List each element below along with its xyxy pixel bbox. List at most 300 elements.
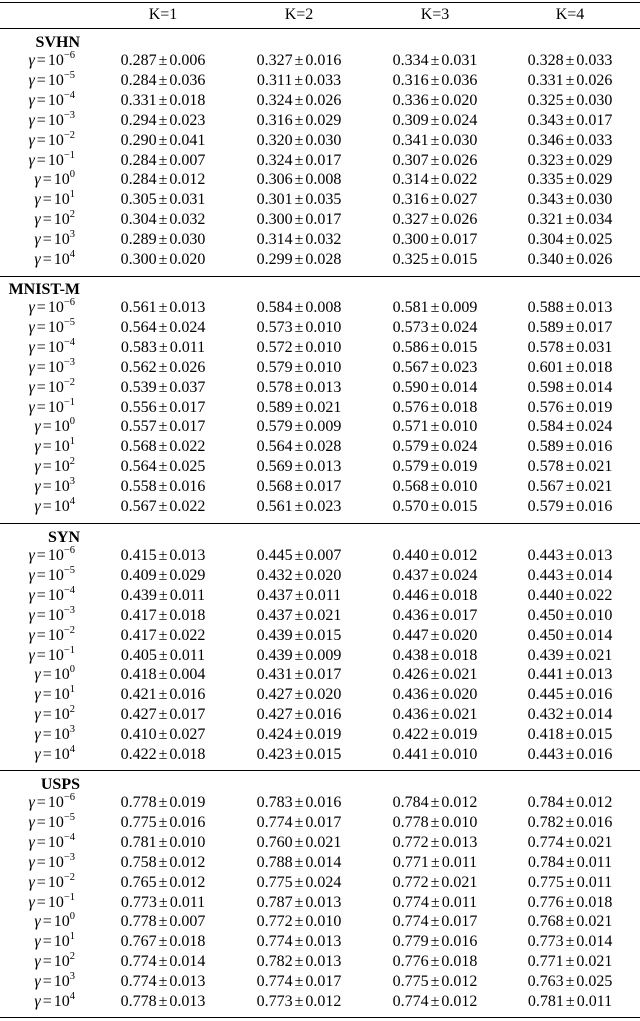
table-row: [0, 564, 640, 587]
table-row: [0, 726, 640, 746]
equals-sign: =: [36, 606, 46, 624]
plus-minus-sign: ±: [158, 813, 168, 831]
std-value: 0.010: [169, 833, 206, 851]
plus-minus-sign: ±: [294, 833, 304, 851]
std-value: 0.012: [169, 853, 206, 871]
table-cell: [505, 933, 635, 951]
table-cell: [234, 379, 364, 397]
gamma-exponent: 0: [69, 664, 75, 676]
table-cell: [98, 647, 228, 665]
plus-minus-sign: ±: [565, 52, 575, 69]
plus-minus-sign: ±: [294, 478, 304, 496]
mean-value: 0.441: [392, 746, 429, 763]
std-value: 0.022: [169, 498, 206, 515]
std-value: 0.021: [576, 913, 613, 931]
equals-sign: =: [42, 458, 52, 476]
std-value: 0.011: [576, 993, 613, 1010]
mean-value: 0.784: [527, 794, 564, 811]
std-value: 0.021: [576, 646, 613, 664]
top-rule: [0, 2, 640, 3]
equals-sign: =: [42, 706, 52, 724]
plus-minus-sign: ±: [430, 893, 440, 911]
mean-value: 0.776: [527, 893, 564, 911]
mean-value: 0.781: [527, 993, 564, 1010]
plus-minus-sign: ±: [294, 933, 304, 951]
mean-value: 0.427: [120, 706, 157, 724]
table-cell: [505, 953, 635, 971]
plus-minus-sign: ±: [430, 547, 440, 564]
gamma-exponent: −2: [63, 376, 75, 388]
mean-value: 0.427: [256, 686, 293, 704]
table-cell: [505, 814, 635, 832]
std-value: 0.029: [305, 111, 342, 129]
std-value: 0.031: [441, 52, 478, 69]
gamma-label: [0, 564, 75, 585]
std-value: 0.008: [305, 171, 342, 189]
plus-minus-sign: ±: [158, 666, 168, 684]
plus-minus-sign: ±: [565, 299, 575, 316]
gamma-exponent: −3: [63, 356, 75, 368]
equals-sign: =: [42, 418, 52, 436]
table-row: [0, 993, 640, 1013]
plus-minus-sign: ±: [565, 606, 575, 624]
std-value: 0.026: [441, 211, 478, 229]
plus-minus-sign: ±: [565, 873, 575, 891]
table-cell: [505, 299, 635, 317]
table-row: [0, 418, 640, 438]
gamma-label: [0, 666, 75, 684]
table-cell: [505, 794, 635, 812]
std-value: 0.013: [576, 299, 613, 316]
plus-minus-sign: ±: [430, 794, 440, 811]
table-row: [0, 831, 640, 854]
gamma-symbol: γ: [28, 338, 35, 356]
table-cell: [370, 458, 500, 476]
table-cell: [234, 854, 364, 872]
table-row: [0, 109, 640, 132]
table-cell: [98, 567, 228, 585]
mean-value: 0.584: [256, 299, 293, 316]
mean-value: 0.783: [256, 794, 293, 811]
plus-minus-sign: ±: [430, 626, 440, 644]
table-cell: [370, 627, 500, 645]
gamma-exponent: −1: [63, 396, 75, 408]
std-value: 0.022: [441, 171, 478, 189]
std-value: 0.030: [305, 131, 342, 149]
table-cell: [505, 834, 635, 852]
mean-value: 0.578: [256, 378, 293, 396]
table-cell: [370, 607, 500, 625]
mean-value: 0.410: [120, 726, 157, 744]
std-value: 0.018: [441, 953, 478, 971]
gamma-label: [0, 418, 75, 436]
table-cell: [234, 231, 364, 249]
table-cell: [370, 834, 500, 852]
table-row: [0, 973, 640, 993]
std-value: 0.019: [305, 726, 342, 744]
table-cell: [370, 438, 500, 456]
mean-value: 0.568: [256, 478, 293, 496]
table-cell: [505, 973, 635, 991]
plus-minus-sign: ±: [430, 706, 440, 724]
plus-minus-sign: ±: [430, 52, 440, 69]
gamma-exponent: 3: [69, 724, 75, 736]
std-value: 0.012: [576, 794, 613, 811]
table-cell: [98, 191, 228, 209]
gamma-label: [0, 913, 75, 931]
std-value: 0.010: [441, 813, 478, 831]
gamma-symbol: γ: [28, 111, 35, 129]
gamma-symbol: γ: [28, 398, 35, 416]
gamma-label: [0, 396, 75, 417]
mean-value: 0.760: [256, 833, 293, 851]
mean-value: 0.775: [256, 873, 293, 891]
gamma-label: [0, 726, 75, 744]
plus-minus-sign: ±: [565, 993, 575, 1010]
std-value: 0.016: [576, 813, 613, 831]
gamma-symbol: γ: [34, 913, 41, 931]
table-cell: [370, 498, 500, 516]
equals-sign: =: [42, 191, 52, 209]
mean-value: 0.446: [392, 586, 429, 604]
mean-value: 0.307: [392, 151, 429, 169]
table-row: [0, 666, 640, 686]
std-value: 0.035: [305, 191, 342, 209]
gamma-symbol: γ: [34, 458, 41, 476]
std-value: 0.019: [576, 398, 613, 416]
mean-value: 0.324: [256, 91, 293, 109]
table-cell: [234, 627, 364, 645]
mean-value: 0.776: [392, 953, 429, 971]
plus-minus-sign: ±: [158, 398, 168, 416]
gamma-base: 10: [47, 833, 64, 851]
mean-value: 0.343: [527, 191, 564, 209]
table-cell: [505, 547, 635, 565]
mean-value: 0.571: [392, 418, 429, 436]
std-value: 0.014: [576, 933, 613, 951]
std-value: 0.015: [576, 726, 613, 744]
gamma-base: 10: [47, 547, 64, 564]
mean-value: 0.301: [256, 191, 293, 209]
table-cell: [98, 478, 228, 496]
gamma-exponent: 4: [69, 744, 75, 755]
table-cell: [234, 746, 364, 764]
gamma-exponent: 2: [69, 704, 75, 716]
mean-value: 0.324: [256, 151, 293, 169]
gamma-exponent: 4: [69, 991, 75, 1002]
gamma-base: 10: [47, 893, 64, 911]
plus-minus-sign: ±: [430, 666, 440, 684]
table-row: [0, 706, 640, 726]
mean-value: 0.570: [392, 498, 429, 515]
plus-minus-sign: ±: [565, 626, 575, 644]
table-cell: [505, 52, 635, 70]
plus-minus-sign: ±: [565, 566, 575, 584]
plus-minus-sign: ±: [158, 131, 168, 149]
mean-value: 0.443: [527, 746, 564, 763]
table-cell: [234, 794, 364, 812]
std-value: 0.017: [305, 478, 342, 496]
table-cell: [370, 299, 500, 317]
std-value: 0.026: [169, 358, 206, 376]
plus-minus-sign: ±: [158, 251, 168, 268]
table-cell: [505, 152, 635, 170]
mean-value: 0.774: [392, 993, 429, 1010]
table-row: [0, 376, 640, 399]
std-value: 0.031: [576, 338, 613, 356]
std-value: 0.021: [576, 458, 613, 476]
std-value: 0.015: [305, 626, 342, 644]
mean-value: 0.771: [392, 853, 429, 871]
plus-minus-sign: ±: [294, 853, 304, 871]
table-cell: [505, 993, 635, 1011]
gamma-exponent: −3: [63, 604, 75, 616]
std-value: 0.026: [576, 251, 613, 268]
table-cell: [98, 913, 228, 931]
table-cell: [370, 913, 500, 931]
std-value: 0.011: [169, 586, 206, 604]
plus-minus-sign: ±: [158, 833, 168, 851]
gamma-exponent: 1: [69, 931, 75, 943]
mean-value: 0.584: [527, 418, 564, 436]
plus-minus-sign: ±: [294, 666, 304, 684]
mean-value: 0.417: [120, 626, 157, 644]
plus-minus-sign: ±: [430, 853, 440, 871]
table-cell: [370, 894, 500, 912]
mean-value: 0.327: [256, 52, 293, 69]
table-cell: [234, 319, 364, 337]
table-row: [0, 211, 640, 231]
gamma-exponent: −4: [63, 584, 75, 596]
plus-minus-sign: ±: [565, 111, 575, 129]
table-cell: [98, 211, 228, 229]
plus-minus-sign: ±: [430, 151, 440, 169]
plus-minus-sign: ±: [430, 586, 440, 604]
plus-minus-sign: ±: [565, 418, 575, 436]
std-value: 0.010: [441, 746, 478, 763]
table-cell: [234, 607, 364, 625]
table-cell: [505, 647, 635, 665]
mean-value: 0.432: [256, 566, 293, 584]
plus-minus-sign: ±: [430, 358, 440, 376]
equals-sign: =: [36, 853, 46, 871]
table-cell: [98, 726, 228, 744]
table-cell: [234, 706, 364, 724]
table-cell: [234, 587, 364, 605]
mean-value: 0.424: [256, 726, 293, 744]
table-cell: [370, 547, 500, 565]
equals-sign: =: [36, 813, 46, 831]
table-cell: [98, 251, 228, 269]
mean-value: 0.311: [256, 71, 293, 89]
mean-value: 0.579: [392, 438, 429, 456]
mean-value: 0.772: [392, 833, 429, 851]
plus-minus-sign: ±: [565, 231, 575, 249]
gamma-exponent: 0: [69, 416, 75, 428]
table-cell: [98, 418, 228, 436]
std-value: 0.013: [305, 458, 342, 476]
std-value: 0.021: [441, 706, 478, 724]
std-value: 0.021: [305, 398, 342, 416]
std-value: 0.037: [169, 378, 206, 396]
equals-sign: =: [36, 794, 46, 811]
std-value: 0.013: [169, 973, 206, 991]
mean-value: 0.443: [527, 547, 564, 564]
plus-minus-sign: ±: [158, 91, 168, 109]
plus-minus-sign: ±: [565, 71, 575, 89]
table-cell: [98, 547, 228, 565]
table-row: [0, 584, 640, 607]
table-row: [0, 794, 640, 814]
table-cell: [370, 726, 500, 744]
column-header-k3: K=3: [420, 6, 450, 23]
table-cell: [370, 171, 500, 189]
gamma-symbol: γ: [34, 746, 41, 763]
table-row: [0, 89, 640, 112]
std-value: 0.034: [576, 211, 613, 229]
table-row: [0, 478, 640, 498]
plus-minus-sign: ±: [294, 71, 304, 89]
mean-value: 0.773: [256, 993, 293, 1010]
std-value: 0.032: [305, 231, 342, 249]
gamma-symbol: γ: [34, 191, 41, 209]
std-value: 0.018: [576, 893, 613, 911]
plus-minus-sign: ±: [294, 318, 304, 336]
std-value: 0.010: [576, 606, 613, 624]
table-cell: [505, 726, 635, 744]
equals-sign: =: [36, 299, 46, 316]
table-row: [0, 891, 640, 914]
mean-value: 0.778: [120, 993, 157, 1010]
table-cell: [98, 132, 228, 150]
plus-minus-sign: ±: [430, 873, 440, 891]
gamma-symbol: γ: [28, 586, 35, 604]
table-cell: [370, 92, 500, 110]
gamma-exponent: 2: [69, 209, 75, 221]
std-value: 0.022: [169, 438, 206, 456]
table-cell: [505, 319, 635, 337]
mean-value: 0.422: [120, 746, 157, 763]
table-cell: [370, 112, 500, 130]
std-value: 0.017: [169, 418, 206, 436]
gamma-label: [0, 458, 75, 476]
table-cell: [98, 973, 228, 991]
table-row: [0, 336, 640, 359]
column-header-k1: K=1: [148, 6, 178, 23]
table-cell: [234, 152, 364, 170]
gamma-symbol: γ: [34, 418, 41, 436]
mean-value: 0.576: [527, 398, 564, 416]
std-value: 0.023: [305, 498, 342, 515]
gamma-base: 10: [53, 726, 70, 744]
std-value: 0.013: [169, 299, 206, 316]
mean-value: 0.556: [120, 398, 157, 416]
table-cell: [505, 92, 635, 110]
gamma-exponent: −2: [63, 129, 75, 141]
std-value: 0.012: [305, 993, 342, 1010]
std-value: 0.018: [169, 606, 206, 624]
std-value: 0.013: [169, 993, 206, 1010]
gamma-exponent: −3: [63, 109, 75, 121]
std-value: 0.033: [305, 71, 342, 89]
gamma-symbol: γ: [28, 378, 35, 396]
mean-value: 0.321: [527, 211, 564, 229]
std-value: 0.020: [169, 251, 206, 268]
table-cell: [505, 231, 635, 249]
std-value: 0.017: [305, 973, 342, 991]
plus-minus-sign: ±: [294, 438, 304, 456]
std-value: 0.010: [441, 478, 478, 496]
gamma-symbol: γ: [28, 853, 35, 871]
std-value: 0.024: [169, 318, 206, 336]
equals-sign: =: [42, 993, 52, 1010]
std-value: 0.028: [305, 438, 342, 456]
gamma-label: [0, 831, 75, 852]
table-cell: [98, 666, 228, 684]
std-value: 0.017: [576, 111, 613, 129]
mean-value: 0.439: [256, 646, 293, 664]
table-cell: [370, 319, 500, 337]
gamma-exponent: −6: [63, 297, 75, 308]
gamma-base: 10: [47, 586, 64, 604]
equals-sign: =: [42, 171, 52, 189]
table-cell: [98, 171, 228, 189]
plus-minus-sign: ±: [294, 131, 304, 149]
gamma-base: 10: [53, 231, 70, 249]
mean-value: 0.418: [120, 666, 157, 684]
mean-value: 0.427: [256, 706, 293, 724]
gamma-symbol: γ: [34, 973, 41, 991]
plus-minus-sign: ±: [565, 913, 575, 931]
plus-minus-sign: ±: [565, 91, 575, 109]
table-row: [0, 69, 640, 92]
plus-minus-sign: ±: [565, 478, 575, 496]
equals-sign: =: [36, 873, 46, 891]
table-cell: [370, 52, 500, 70]
plus-minus-sign: ±: [430, 318, 440, 336]
plus-minus-sign: ±: [158, 547, 168, 564]
mean-value: 0.583: [120, 338, 157, 356]
std-value: 0.027: [169, 726, 206, 744]
gamma-exponent: −6: [63, 545, 75, 556]
plus-minus-sign: ±: [294, 91, 304, 109]
mean-value: 0.439: [527, 646, 564, 664]
plus-minus-sign: ±: [430, 913, 440, 931]
table-row: [0, 316, 640, 339]
table-cell: [234, 913, 364, 931]
table-cell: [370, 152, 500, 170]
equals-sign: =: [36, 586, 46, 604]
std-value: 0.013: [305, 953, 342, 971]
std-value: 0.015: [441, 251, 478, 268]
equals-sign: =: [36, 378, 46, 396]
mean-value: 0.774: [527, 833, 564, 851]
gamma-base: 10: [53, 438, 70, 456]
plus-minus-sign: ±: [294, 211, 304, 229]
gamma-exponent: 3: [69, 971, 75, 983]
std-value: 0.007: [305, 547, 342, 564]
plus-minus-sign: ±: [565, 794, 575, 811]
std-value: 0.022: [169, 626, 206, 644]
gamma-base: 10: [47, 813, 64, 831]
plus-minus-sign: ±: [158, 686, 168, 704]
table-cell: [370, 933, 500, 951]
plus-minus-sign: ±: [294, 893, 304, 911]
gamma-symbol: γ: [34, 933, 41, 951]
plus-minus-sign: ±: [294, 251, 304, 268]
mean-value: 0.320: [256, 131, 293, 149]
plus-minus-sign: ±: [158, 498, 168, 515]
